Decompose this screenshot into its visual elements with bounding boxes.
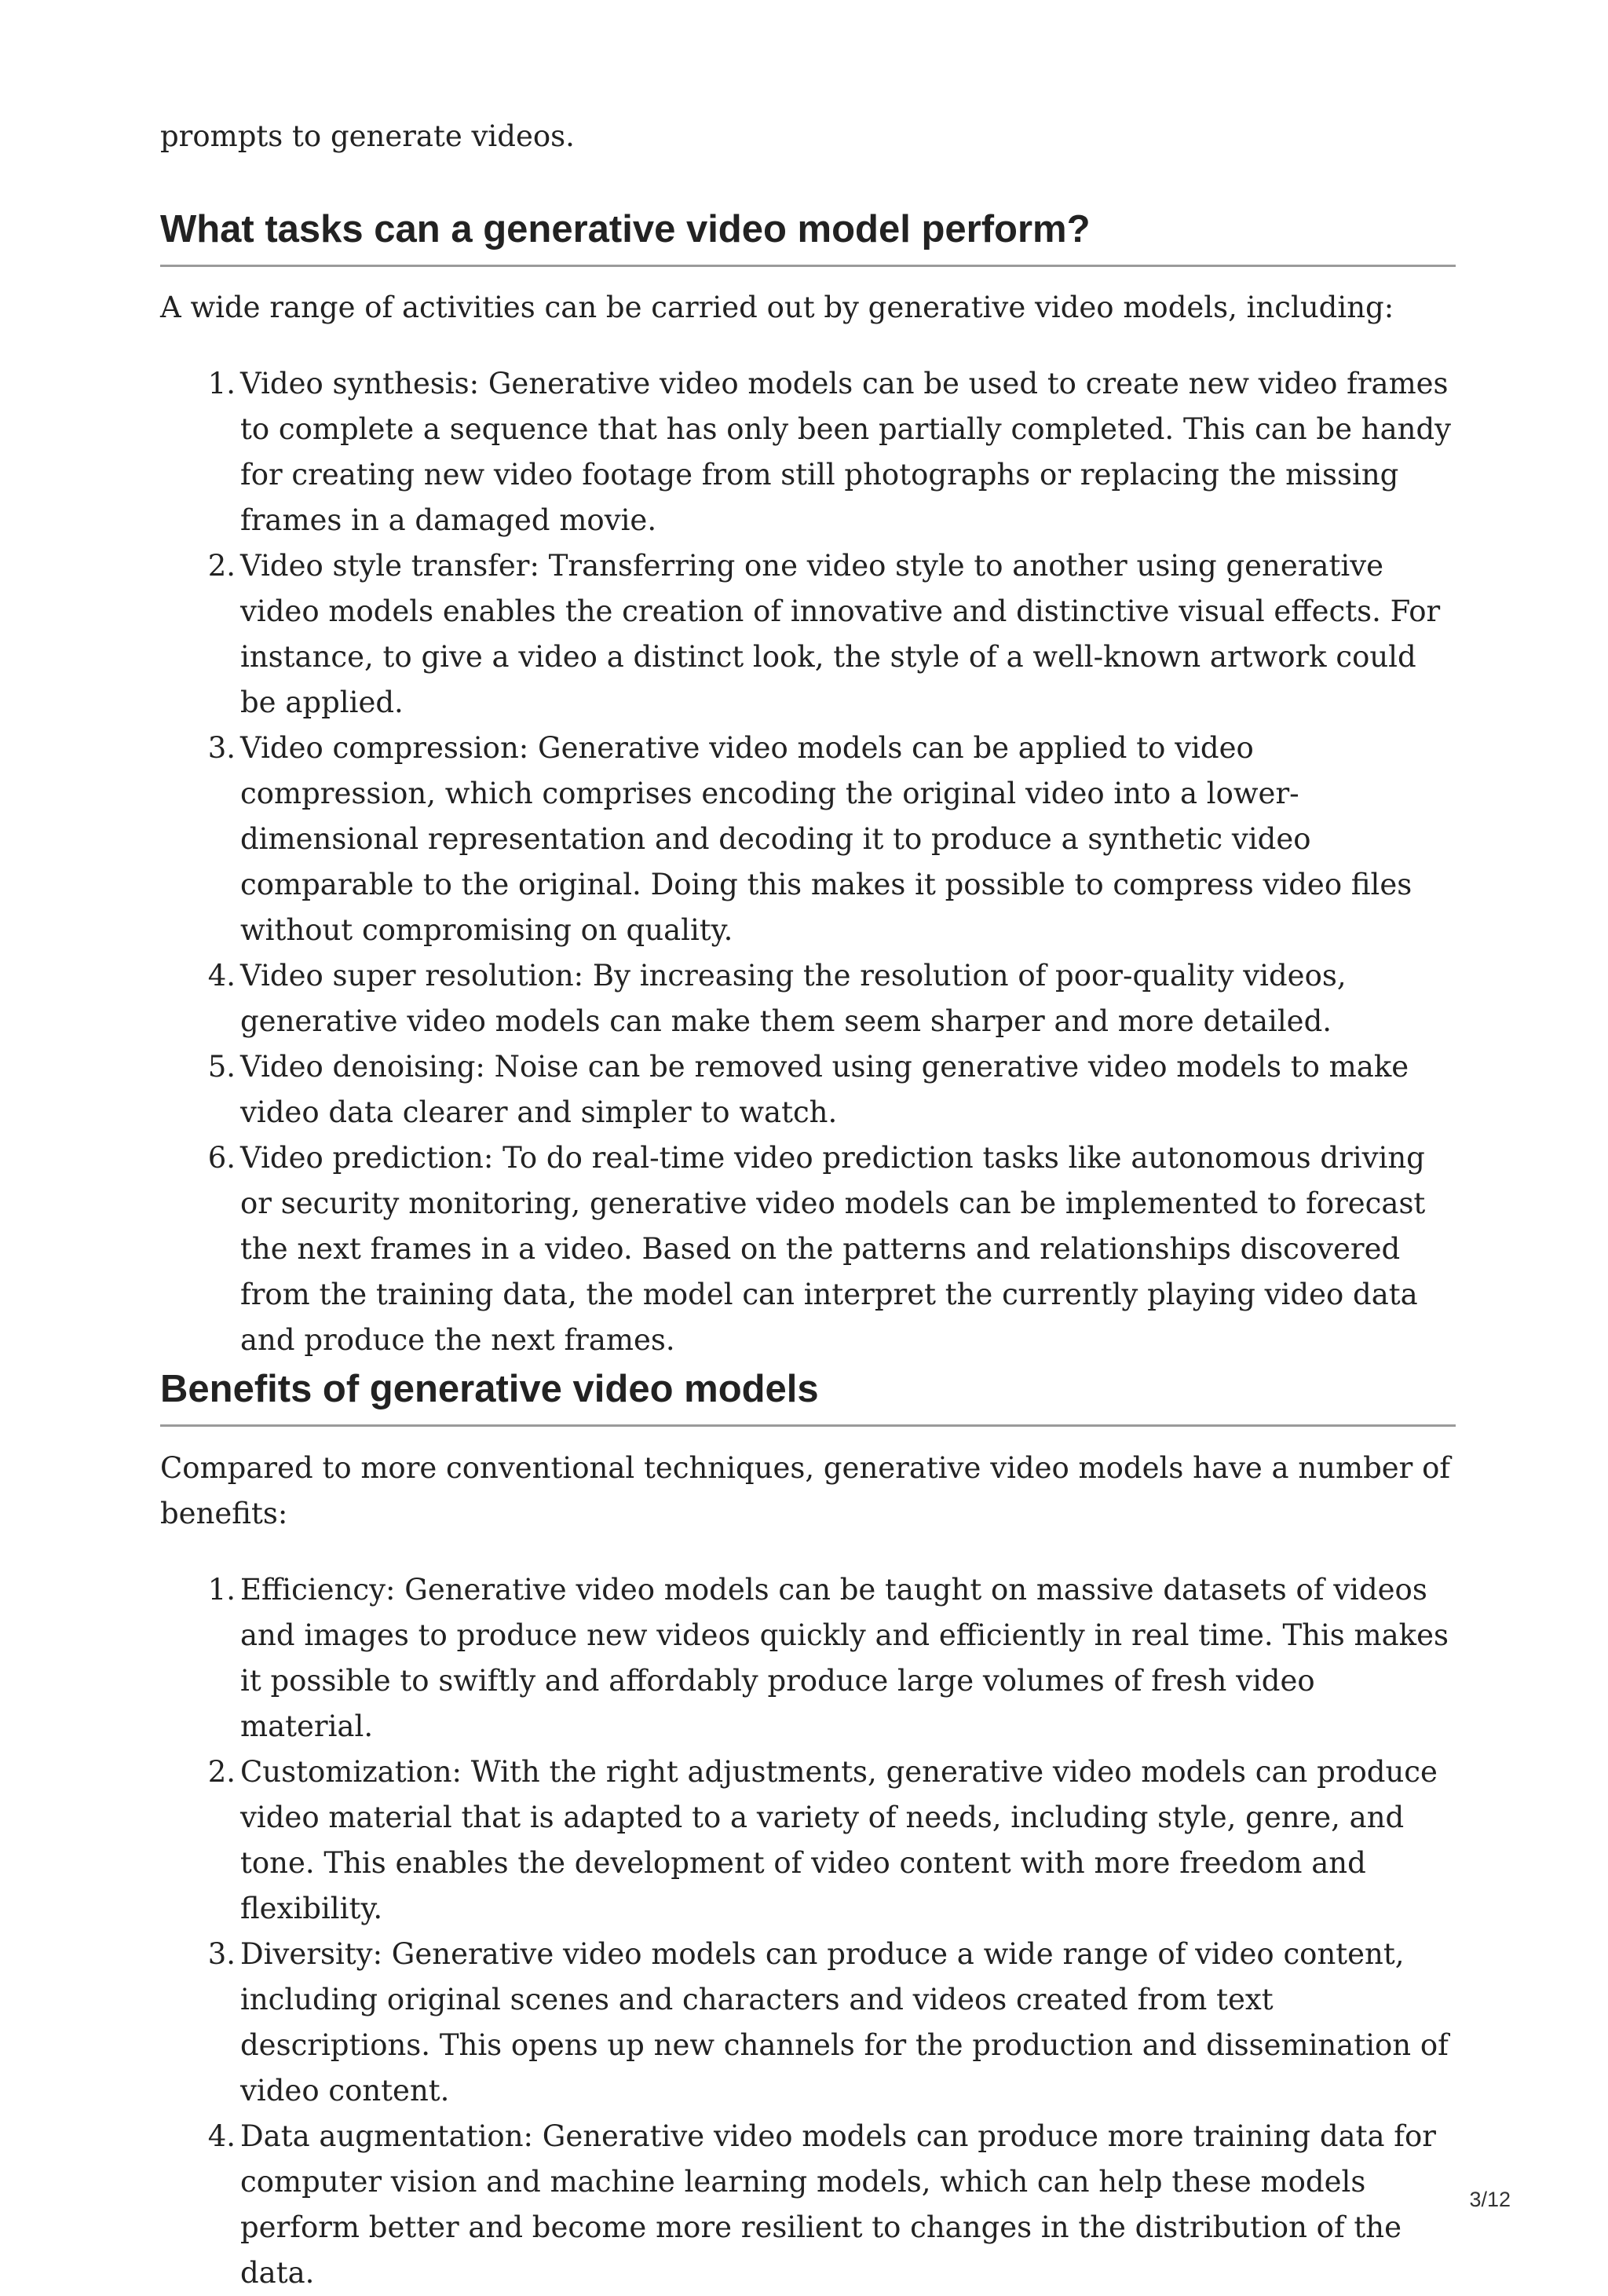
section-intro-tasks: A wide range of activities can be carried out by generative video models, including: (160, 291, 1394, 324)
list-item (207, 1749, 1456, 1932)
list-number: 3. (207, 1937, 236, 1971)
list-item-text: Video compression: Generative video models can be applied to video compression, which comprises encoding the original video into a lower-dimensional representation and decoding it to produce a synthetic video comparable to the original. Doing this makes it possible to compress video files without compromising on quality. (240, 731, 1412, 947)
list-item-text: Diversity: Generative video models can produce a wide range of video content, including original scenes and characters and videos created from text descriptions. This opens up new channels for the production and dissemination of video content. (240, 1937, 1449, 2108)
list-item-text: Video prediction: To do real-time video prediction tasks like autonomous driving or security monitoring, generative video models can be implemented to forecast the next frames in a video. Based on the patterns and relationships discovered from the training data, the model can interpret the currently playing video data and produce the next frames. (240, 1141, 1426, 1357)
section-heading-benefits: Benefits of generative video models (160, 1367, 1456, 1427)
section-heading-tasks: What tasks can a generative video model perform? (160, 207, 1456, 267)
list-item (207, 1135, 1456, 1363)
list-number: 2. (207, 549, 236, 583)
list-item-text: Video super resolution: By increasing the resolution of poor-quality videos, generative video models can make them seem sharper and more detailed. (240, 959, 1347, 1038)
list-item (207, 726, 1456, 953)
list-item-text: Video style transfer: Transferring one video style to another using generative video models enables the creation of innovative and distinctive visual effects. For instance, to give a video a distinct look, the style of a well-known artwork could be applied. (240, 549, 1441, 719)
list-item (207, 543, 1456, 726)
list-number: 6. (207, 1141, 236, 1175)
list-number: 3. (207, 731, 236, 765)
list-number: 4. (207, 959, 236, 993)
list-item (207, 1567, 1456, 1749)
list-item (207, 361, 1456, 543)
list-item (207, 1932, 1456, 2114)
list-item-text: Customization: With the right adjustments, generative video models can produce video material that is adapted to a variety of needs, including style, genre, and tone. This enables the development of video content with more freedom and flexibility. (240, 1755, 1438, 1925)
page-number: 3/12 (1469, 2188, 1511, 2211)
list-item (207, 2114, 1456, 2296)
section-intro-benefits: Compared to more conventional techniques, generative video models have a number of benefits: (160, 1451, 1451, 1530)
list-item (207, 953, 1456, 1044)
list-number: 4. (207, 2119, 236, 2153)
list-item-text: Efficiency: Generative video models can be taught on massive datasets of videos and images to produce new videos quickly and efficiently in real time. This makes it possible to swiftly and affordably produce large volumes of fresh video material. (240, 1573, 1449, 1743)
tasks-list (207, 361, 1456, 1363)
list-number: 5. (207, 1050, 236, 1084)
list-number: 1. (207, 1573, 236, 1607)
list-number: 1. (207, 367, 236, 400)
list-number: 2. (207, 1755, 236, 1789)
list-item-text: Video synthesis: Generative video models can be used to create new video frames to complete a sequence that has only been partially completed. This can be handy for creating new video footage from still photographs or replacing the missing frames in a damaged movie. (240, 367, 1452, 537)
intro-continuation: prompts to generate videos. (160, 119, 575, 153)
list-item-text: Video denoising: Noise can be removed using generative video models to make video data clearer and simpler to watch. (240, 1050, 1409, 1129)
benefits-list (207, 1567, 1456, 2296)
list-item (207, 1044, 1456, 1135)
list-item-text: Data augmentation: Generative video models can produce more training data for computer vision and machine learning models, which can help these models perform better and become more resilient to changes in the distribution of the data. (240, 2119, 1436, 2290)
